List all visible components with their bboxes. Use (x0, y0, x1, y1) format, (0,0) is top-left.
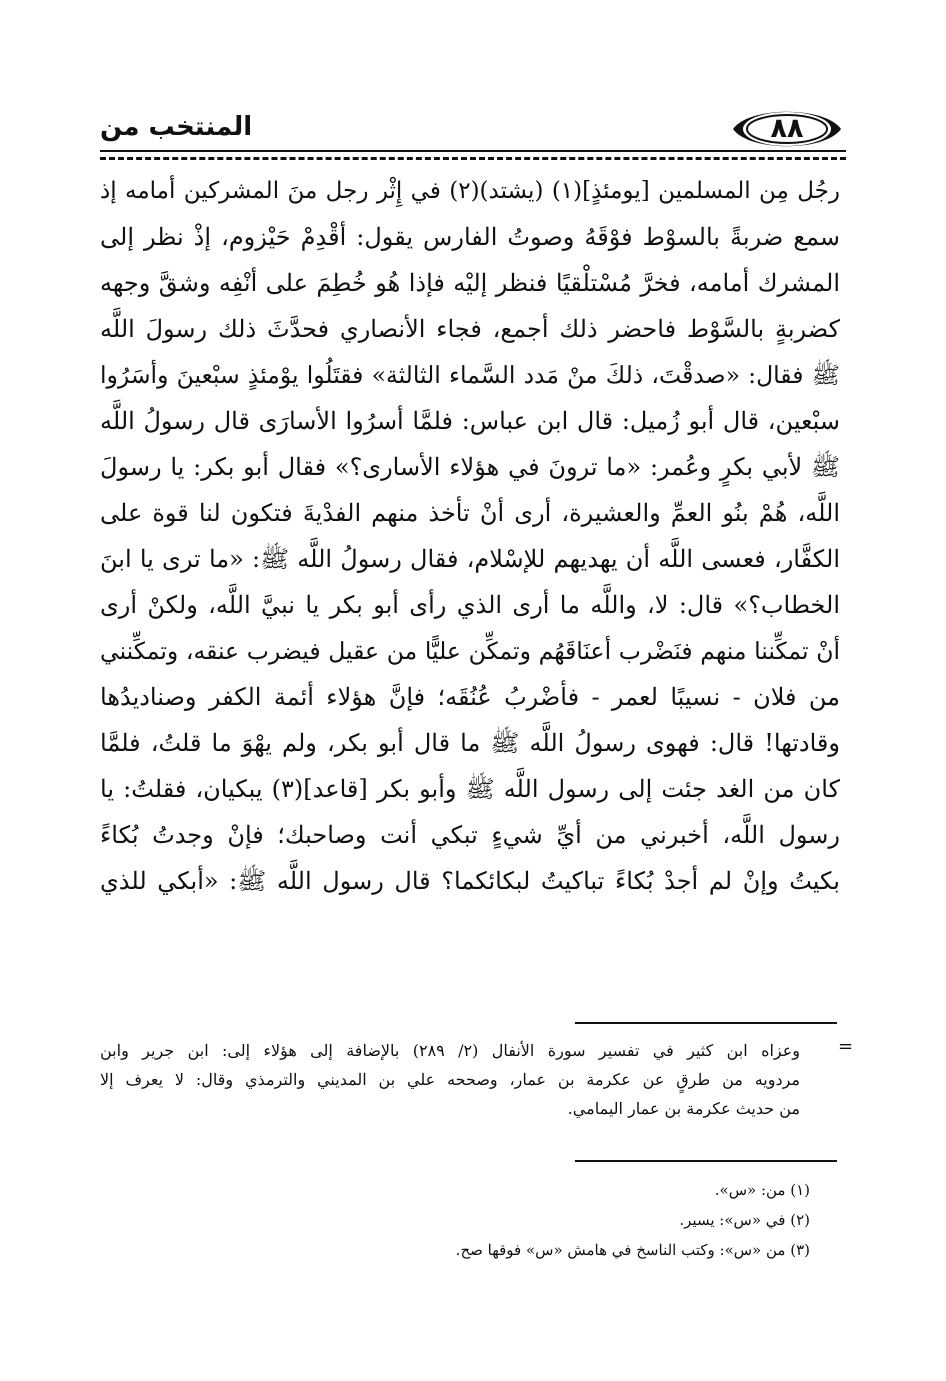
main-text (100, 168, 840, 904)
note-item: (٣) من «س»: وكتب الناسخ في هامش «س» فوقها صح. (455, 1241, 810, 1259)
text-line: رسول اللَّه، أخبرني من أيِّ شيءٍ تبكي أنت وصاحبك؛ فإنْ وجدتُ بُكاءً (100, 821, 840, 849)
header-rule-solid (100, 150, 846, 152)
header-rule (100, 150, 846, 164)
footnote-continuation (100, 1036, 800, 1123)
continuation-mark: = (838, 1036, 854, 1057)
text-line: ﷺ فقال: «صدقْتَ، ذلكَ منْ مَدد السَّماء الثالثة» فقتَلُوا يوْمئذٍ سبْعينَ وأسَرُوا (100, 361, 840, 389)
text-line: كضربةٍ بالسَّوْط فاحضر ذلك أجمع، فجاء الأنصاري فحدَّثَ ذلك رسولَ اللَّه (100, 315, 840, 343)
footnote-line: من حديث عكرمة بن عمار اليمامي. (567, 1099, 800, 1118)
page-number-badge (729, 104, 845, 154)
text-line: الخطاب؟» قال: لا، واللَّه ما أرى الذي رأى أبو بكر يا نبيَّ اللَّه، ولكنْ أرى (100, 591, 840, 619)
text-line: الكفَّار، فعسى اللَّه أن يهديهم للإسْلام، فقال رسولُ اللَّه ﷺ: «ما ترى يا ابنَ (100, 545, 840, 573)
text-line: كان من الغد جئت إلى رسول اللَّه ﷺ وأبو بكر [قاعد](٣) يبكيان، فقلتُ: يا (100, 775, 840, 803)
book-title: المنتخب من (100, 112, 253, 142)
text-line: سبْعين، قال أبو زُميل: قال ابن عباس: فلمَّا أسرُوا الأسارَى قال رسولُ اللَّه (100, 407, 840, 435)
header-rule-dashed (100, 157, 846, 160)
text-line: رجُل مِن المسلمين [يومئذٍ](١) (يشتد)(٢) في إِثْر رجل منَ المشركين أمامه إذ (100, 178, 840, 204)
page-number: ٨٨ (770, 113, 804, 144)
text-line: بكيتُ وإنْ لم أجدْ بُكاءً تباكيتُ لبكائكما؟ قال رسول اللَّه ﷺ: «أبكي للذي (100, 867, 840, 895)
notes-separator (575, 1160, 837, 1162)
footnote-line: وعزاه ابن كثير في تفسير سورة الأنفال (٢/ ٢٨٩) بالإضافة إلى هؤلاء إلى: ابن جرير وابن (100, 1041, 801, 1060)
text-line: ﷺ لأبي بكرٍ وعُمر: «ما ترونَ في هؤلاء الأسارى؟» فقال أبو بكر: يا رسولَ (100, 453, 840, 481)
notes (300, 1175, 810, 1265)
text-line: سمع ضربةً بالسوْط فوْقَهُ وصوتُ الفارس يقول: أقْدِمْ حَيْزوم، إذْ نظر إلى (100, 223, 840, 251)
footnote-line: مردويه من طرقٍ عن عكرمة بن عمار، وصححه علي بن المديني والترمذي وقال: لا يعرف إلا (100, 1070, 800, 1089)
note-item: (١) من: «س». (714, 1181, 810, 1199)
text-line: وقادتها! قال: فهوى رسولُ اللَّه ﷺ ما قال أبو بكر، ولم يهْوَ ما قلتُ، فلمَّا (100, 729, 840, 757)
note-item: (٢) في «س»: يسير. (679, 1211, 810, 1229)
text-line: من فلان - نسيبًا لعمر - فأضْربُ عُنُقَه؛ فإنَّ هؤلاء أئمة الكفر وصناديدُها (100, 683, 840, 711)
text-line: أنْ تمكِّننا منهم فنَضْرب أعنَاقَهُم وتمكِّن عليًّا من عقيل فيضرب عنقه، وتمكِّنني (100, 637, 840, 665)
text-line: اللَّه، هُمْ بنُو العمِّ والعشيرة، أرى أنْ تأخذ منهم الفدْيةَ فتكون لنا قوة على (100, 499, 840, 527)
footnote-separator (575, 1022, 837, 1024)
text-line: المشرك أمامه، فخرَّ مُسْتلْقيًا فنظر إليْه فإذا هُو خُطِمَ على أنْفِه وشقَّ وجهه (100, 269, 840, 297)
